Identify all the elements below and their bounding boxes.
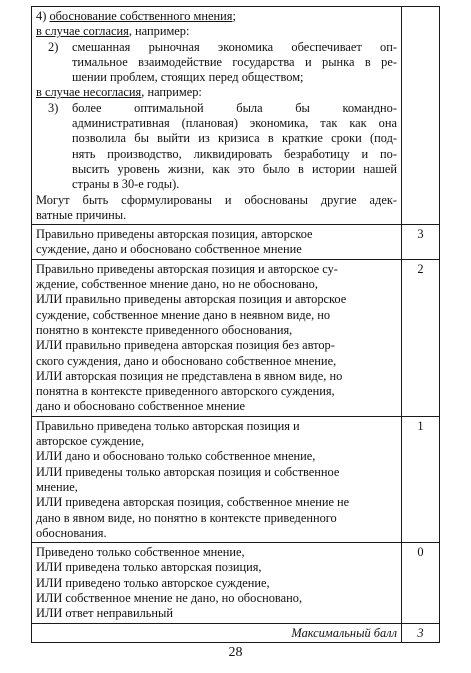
criterion-line: дано в явном виде, но понятно в контексте приведенного bbox=[36, 510, 337, 525]
criterion-text bbox=[32, 543, 402, 623]
heading-number: 4) bbox=[36, 9, 47, 23]
disagree-line: более оптимальной была бы командно- bbox=[72, 100, 397, 115]
criterion-line: ИЛИ приведено только авторское суждение, bbox=[36, 575, 270, 590]
agree-line: шении проблем, стоящих перед обществом; bbox=[72, 70, 304, 85]
heading-text: обоснование собственного мнения bbox=[49, 9, 233, 23]
agree-line: тимальное взаимодействие государства и рынка в ре- bbox=[72, 54, 397, 69]
intro-cell bbox=[32, 7, 402, 225]
criterion-line: суждение, дано и обосновано собственное мнение bbox=[36, 242, 302, 257]
disagree-line: высить уровень жизни, как это было в истории нашей bbox=[72, 161, 397, 176]
criterion-line: понятно в контексте приведенного обоснования, bbox=[36, 322, 293, 337]
disagree-line: административная (плановая) экономика, так как она bbox=[72, 116, 397, 131]
intro-row bbox=[32, 7, 440, 225]
criterion-line: ИЛИ собственное мнение не дано, но обосновано, bbox=[36, 590, 303, 605]
max-score-value: 3 bbox=[402, 623, 440, 642]
agree-example bbox=[36, 40, 397, 86]
criterion-text bbox=[32, 259, 402, 416]
criterion-line: суждение, собственное мнение дано в неявном виде, но bbox=[36, 307, 331, 322]
criterion-line: ИЛИ приведена авторская позиция, собственное мнение не bbox=[36, 495, 350, 510]
agree-item-number: 2) bbox=[48, 39, 59, 54]
criterion-text bbox=[32, 225, 402, 260]
criterion-score: 1 bbox=[402, 416, 440, 542]
agree-line: смешанная рыночная экономика обеспечивает оп- bbox=[72, 39, 397, 54]
disagree-line: позволила бы выйти из кризиса в краткие сроки (под- bbox=[72, 131, 397, 146]
criterion-line: ского суждения, дано и обосновано собственное мнение, bbox=[36, 353, 337, 368]
criterion-line: мнение, bbox=[36, 479, 78, 494]
criterion-row bbox=[32, 225, 440, 260]
criterion-line: Правильно приведены авторская позиция, авторское bbox=[36, 227, 313, 242]
disagree-item-number: 3) bbox=[48, 100, 59, 115]
criterion-text bbox=[32, 416, 402, 542]
criterion-line: Приведено только собственное мнение, bbox=[36, 545, 245, 560]
heading-tail: ; bbox=[232, 9, 236, 23]
criterion-line: ждение, собственное мнение дано, но не обосновано, bbox=[36, 277, 318, 292]
page-number: 28 bbox=[228, 645, 243, 660]
criterion-line: авторское суждение, bbox=[36, 434, 145, 449]
criterion-line: ИЛИ правильно приведена авторская позиция без автор- bbox=[36, 338, 335, 353]
criterion-line: обоснования. bbox=[36, 525, 107, 540]
agree-label-line bbox=[36, 24, 397, 39]
max-score-label: Максимальный балл bbox=[32, 623, 402, 642]
criterion-row bbox=[32, 543, 440, 623]
criterion-line: ИЛИ дано и обосновано только собственное мнение, bbox=[36, 449, 316, 464]
criterion-score: 2 bbox=[402, 259, 440, 416]
criterion-line: ИЛИ приведена только авторская позиция, bbox=[36, 560, 262, 575]
criterion-line: Правильно приведена только авторская позиция и bbox=[36, 418, 300, 433]
agree-label: в случае согласия bbox=[36, 24, 129, 39]
criterion-line: понятна в контексте приведенного авторского суждения, bbox=[36, 384, 335, 399]
intro-heading bbox=[36, 9, 397, 24]
criterion-row bbox=[32, 259, 440, 416]
intro-score-cell bbox=[402, 7, 440, 225]
note-line: ватные причины. bbox=[36, 207, 127, 222]
disagree-line: страны в 30-е годы). bbox=[72, 177, 180, 192]
max-score-row bbox=[32, 623, 440, 642]
disagree-example bbox=[36, 101, 397, 193]
criterion-row bbox=[32, 416, 440, 542]
scoring-table bbox=[31, 6, 440, 643]
criterion-score: 0 bbox=[402, 543, 440, 623]
criterion-line: ИЛИ приведены только авторская позиция и собственное bbox=[36, 464, 340, 479]
disagree-line: нять производство, ликвидировать безработицу и по- bbox=[72, 146, 397, 161]
criterion-line: дано и обосновано собственное мнение bbox=[36, 399, 246, 414]
agree-tail: , например: bbox=[128, 24, 190, 39]
criterion-score: 3 bbox=[402, 225, 440, 260]
criterion-line: Правильно приведены авторская позиция и авторское су- bbox=[36, 261, 338, 276]
disagree-label: в случае несогласия bbox=[36, 85, 142, 100]
criterion-line: ИЛИ ответ неправильный bbox=[36, 606, 173, 621]
note-line: Могут быть сформулированы и обоснованы другие адек- bbox=[36, 192, 397, 207]
disagree-label-line bbox=[36, 85, 397, 100]
criterion-line: ИЛИ авторская позиция не представлена в явном виде, но bbox=[36, 368, 343, 383]
criterion-line: ИЛИ правильно приведены авторская позиция и авторское bbox=[36, 292, 347, 307]
disagree-tail: , например: bbox=[141, 85, 202, 100]
